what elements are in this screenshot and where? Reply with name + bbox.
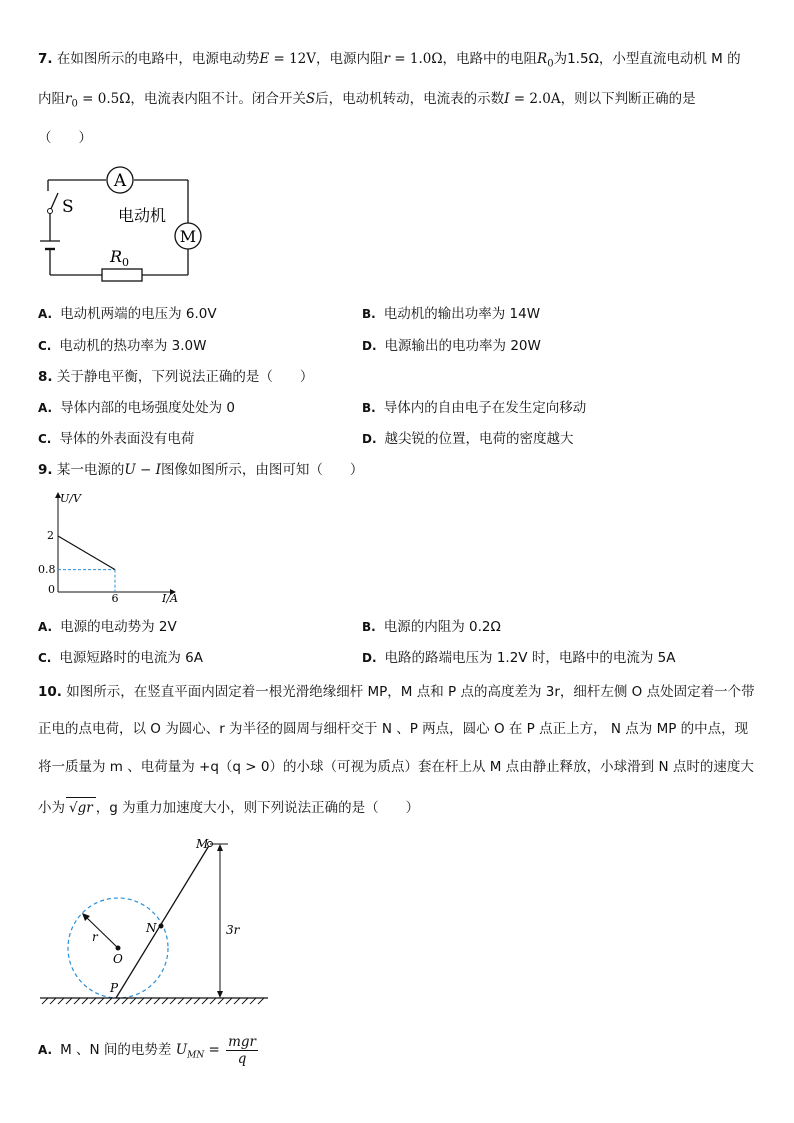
rod-MP (116, 844, 210, 998)
label-r: r (92, 930, 98, 944)
q10-line1: 10. 如图所示，在竖直平面内固定着一根光滑绝缘细杆 MP，M 点和 P 点的高度差为 3r，细杆左侧 O 点处固定着一个带 (38, 684, 755, 700)
label-O: O (113, 952, 123, 966)
q7-circuit-diagram (38, 165, 228, 285)
q9-stem: 9. 某一电源的U − I图像如图所示，由图可知（ ） (38, 462, 364, 478)
q7-answer-paren: （ ） (38, 130, 92, 146)
q10-rod-diagram (38, 832, 278, 1012)
q7-line2: 内阻$r_0 = 0.5\Omega$，电流表内阻不计。闭合开关S后，电动机转动，电流表的示数I = 2.0A，则以下判断正确的是 (38, 91, 696, 110)
tick-y-2: 2 (47, 529, 54, 542)
q9-option-b[interactable]: B. 电源的内阻为 0.2Ω (362, 619, 501, 635)
q9-ui-chart (38, 490, 188, 605)
radius-line (85, 916, 118, 948)
q7-option-c[interactable]: C. 电动机的热功率为 3.0W (38, 338, 207, 354)
motor-label: 电动机 (118, 206, 167, 225)
q10-option-a[interactable]: A. M 、N 间的电势差 $U_{MN}$ = $\frac{\text{mgr}}{q}$ (38, 1033, 257, 1067)
q8-option-b[interactable]: B. 导体内的自由电子在发生定向移动 (362, 400, 587, 416)
tick-y-0.8: 0.8 (38, 563, 56, 576)
resistor-label: $R_0$ (110, 247, 130, 269)
series-line (58, 536, 115, 570)
fraction-mgr-q: $\frac{\text{mgr}}{q}$ (228, 1033, 257, 1067)
q8-option-d[interactable]: D. 越尖锐的位置，电荷的密度越大 (362, 431, 574, 447)
label-M: M (196, 837, 209, 851)
q9-option-d[interactable]: D. 电路的路端电压为 1.2V 时，电路中的电流为 5A (362, 650, 676, 666)
switch-contact (48, 209, 53, 214)
x-axis-label: I/A (162, 592, 178, 605)
q10-line4: 小为 √gr ，g 为重力加速度大小，则下列说法正确的是（ ） (38, 797, 419, 818)
q9-option-a[interactable]: A. 电源的电动势为 2V (38, 619, 177, 635)
q8-option-a[interactable]: A. 导体内部的电场强度处处为 0 (38, 400, 235, 416)
label-N: N (146, 921, 157, 935)
ground-hatch (42, 998, 264, 1004)
height-arrow-top (217, 844, 223, 851)
label-P: P (110, 981, 119, 995)
point-N (159, 924, 164, 929)
q7-option-a[interactable]: A. 电动机两端的电压为 6.0V (38, 306, 217, 322)
q10-line2: 正电的点电荷，以 O 为圆心、r 为半径的圆周与细杆交于 N 、P 两点，圆心 O 在 P 点正上方， N 点为 MP 的中点，现 (38, 721, 749, 737)
sqrt-gr: √gr (66, 797, 96, 818)
q7-option-d[interactable]: D. 电源输出的电功率为 20W (362, 338, 541, 354)
y-axis-label: U/V (60, 492, 81, 505)
q7-option-b[interactable]: B. 电动机的输出功率为 14W (362, 306, 541, 322)
q8-stem: 8. 关于静电平衡，下列说法正确的是（ ） (38, 369, 314, 385)
tick-x-6: 6 (111, 592, 119, 605)
q9-option-c[interactable]: C. 电源短路时的电流为 6A (38, 650, 203, 666)
label-3r: 3r (226, 923, 240, 937)
q8-option-c[interactable]: C. 导体的外表面没有电荷 (38, 431, 195, 447)
switch-label: S (62, 197, 74, 217)
ammeter-label: A (113, 171, 127, 191)
q7-line1: 7. 在如图所示的电路中，电源电动势E = 12V，电源内阻r = 1.0Ω，电路中的电阻$R_0$为1.5Ω，小型直流电动机 M 的 (38, 51, 741, 70)
q10-line3: 将一质量为 m 、电荷量为 +q（q > 0）的小球（可视为质点）套在杆上从 M 点由静止释放，小球滑到 N 点时的速度大 (38, 759, 754, 775)
height-arrow-bottom (217, 991, 223, 998)
tick-origin: 0 (48, 583, 55, 596)
motor-symbol-label: M (179, 227, 197, 246)
